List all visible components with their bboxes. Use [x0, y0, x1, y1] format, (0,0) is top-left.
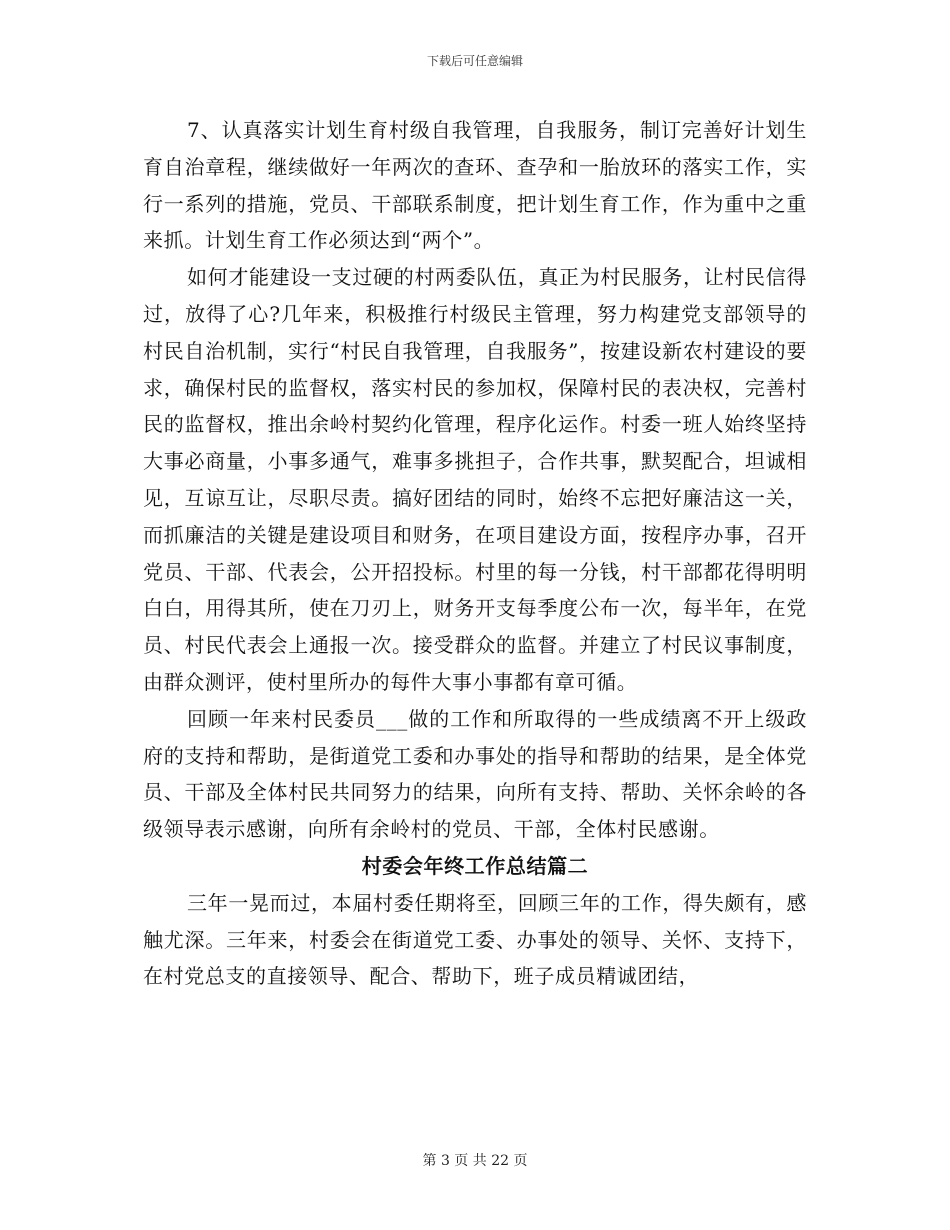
paragraph: 如何才能建设一支过硬的村两委队伍，真正为村民服务，让村民信得过，放得了心?几年来，积极推行村级民主管理，努力构建党支部领导的村民自治机制，实行“村民自我管理，自我服务”，按建设新农村建设的要求，确保村民的监督权，落实村民的参加权，保障村民的表决权，完善村民的监督权，推出余岭村契约化管理，程序化运作。村委一班人始终坚持大事必商量，小事多通气，难事多挑担子，合作共事，默契配合，坦诚相见，互谅互让，尽职尽责。搞好团结的同时，始终不忘把好廉洁这一关，而抓廉洁的关键是建设项目和财务，在项目建设方面，按程序办事，召开党员、干部、代表会，公开招投标。村里的每一分钱，村干部都花得明明白白，用得其所，使在刀刃上，财务开支每季度公布一次，每半年，在党员、村民代表会上通报一次。接受群众的监督。并建立了村民议事制度，由群众测评，使村里所办的每件大事小事都有章可循。 — [143, 265, 807, 694]
page-number-footer: 第 3 页 共 22 页 — [422, 1153, 528, 1169]
paragraph: 7、认真落实计划生育村级自我管理，自我服务，制订完善好计划生育自治章程，继续做好一年两次的查环、查孕和一胎放环的落实工作，实行一系列的措施，党员、干部联系制度，把计划生育工作，作为重中之重来抓。计划生育工作必须达到“两个”。 — [143, 118, 807, 253]
paragraph: 回顾一年来村民委员___做的工作和所取得的一些成绩离不开上级政府的支持和帮助，是街道党工委和办事处的指导和帮助的结果，是全体党员、干部及全体村民共同努力的结果，向所有支持、帮助、关怀余岭的各级领导表示感谢，向所有余岭村的党员、干部，全体村民感谢。 — [143, 706, 807, 842]
page-header: 下载后可任意编辑 — [426, 54, 523, 68]
document-body — [143, 112, 807, 995]
section-heading: 村委会年终工作总结篇二 — [361, 853, 589, 878]
paragraph: 三年一晃而过，本届村委任期将至，回顾三年的工作，得失颇有，感触尤深。三年来，村委会在街道党工委、办事处的领导、关怀、支持下，在村党总支的直接领导、配合、帮助下，班子成员精诚团结， — [143, 890, 807, 989]
